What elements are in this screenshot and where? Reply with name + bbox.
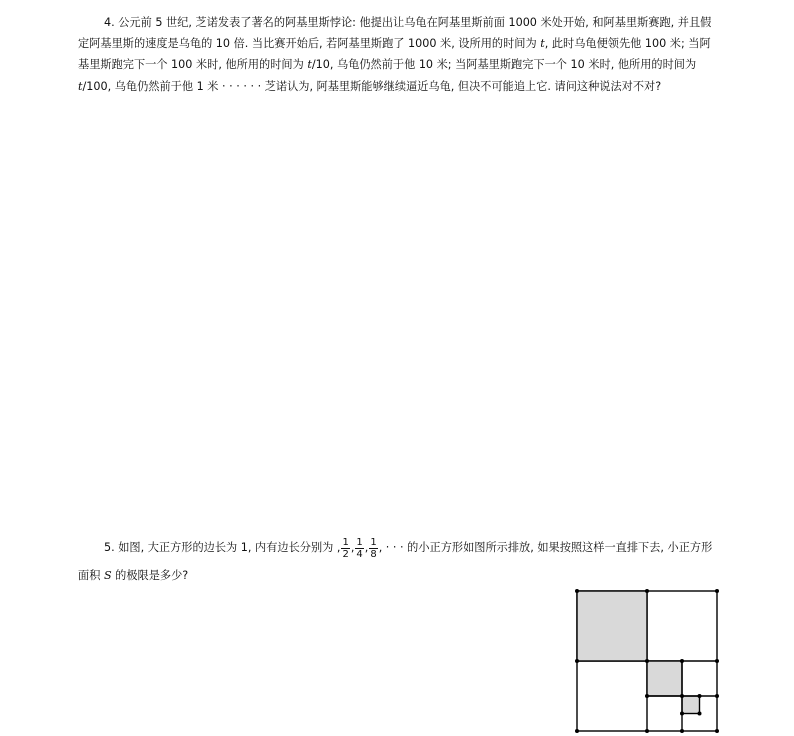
q4-text-a: 4. 公元前 5 世纪, 芝诺发表了著名的阿基里斯悖论: 他提出让乌龟在阿基里斯前面 1000 米处开始, 和阿基里斯赛跑, 并且假定阿基里斯的速度是乌龟的 10 倍. 当比赛开始后, 若阿基里斯跑了 1000 米, 设所用的时间为 bbox=[78, 16, 712, 51]
shaded-square-half bbox=[577, 591, 647, 661]
fraction-one-eighth: $\frac{1}{8}$ bbox=[370, 536, 377, 560]
fraction-one-half: $\frac{1}{2}$ bbox=[342, 536, 349, 560]
fraction-one-quarter: $\frac{1}{4}$ bbox=[356, 536, 363, 560]
q5-text-a: 5. 如图, 大正方形的边长为 1, 内有边长分别为 , bbox=[104, 541, 341, 554]
shaded-square-eighth bbox=[682, 696, 700, 714]
q4-text-c: /10, 乌龟仍然前于他 10 米; 当阿基里斯跑完下一个 10 米时, 他所用的时间为 bbox=[311, 58, 697, 72]
q5-text-b: 的小正方形如图所示排放, 如果按照这样一直排下去, 小正方形面积 bbox=[78, 541, 713, 582]
squares-figure bbox=[572, 586, 722, 736]
q4-text-b: , 此时乌龟便领先他 100 米; 当阿基里斯跑完下一个 100 米时, 他所用的时间为 bbox=[78, 37, 711, 72]
q4-text-d: /100, 乌龟仍然前于他 1 米 · · · · · · 芝诺认为, 阿基里斯能够继续逼近乌龟, 但决不可能追上它. 请问这种说法对不对? bbox=[82, 79, 662, 93]
ellipsis: , · · · bbox=[378, 541, 404, 554]
comma: , bbox=[350, 541, 355, 554]
var-s: S bbox=[103, 569, 112, 582]
question-4 bbox=[78, 12, 720, 97]
comma: , bbox=[364, 541, 369, 554]
var-t: t bbox=[307, 58, 312, 72]
var-t: t bbox=[78, 79, 83, 93]
shaded-square-quarter bbox=[647, 661, 682, 696]
question-5 bbox=[78, 534, 720, 590]
var-t: t bbox=[540, 37, 545, 51]
q5-text-c: 的极限是多少? bbox=[111, 569, 189, 582]
